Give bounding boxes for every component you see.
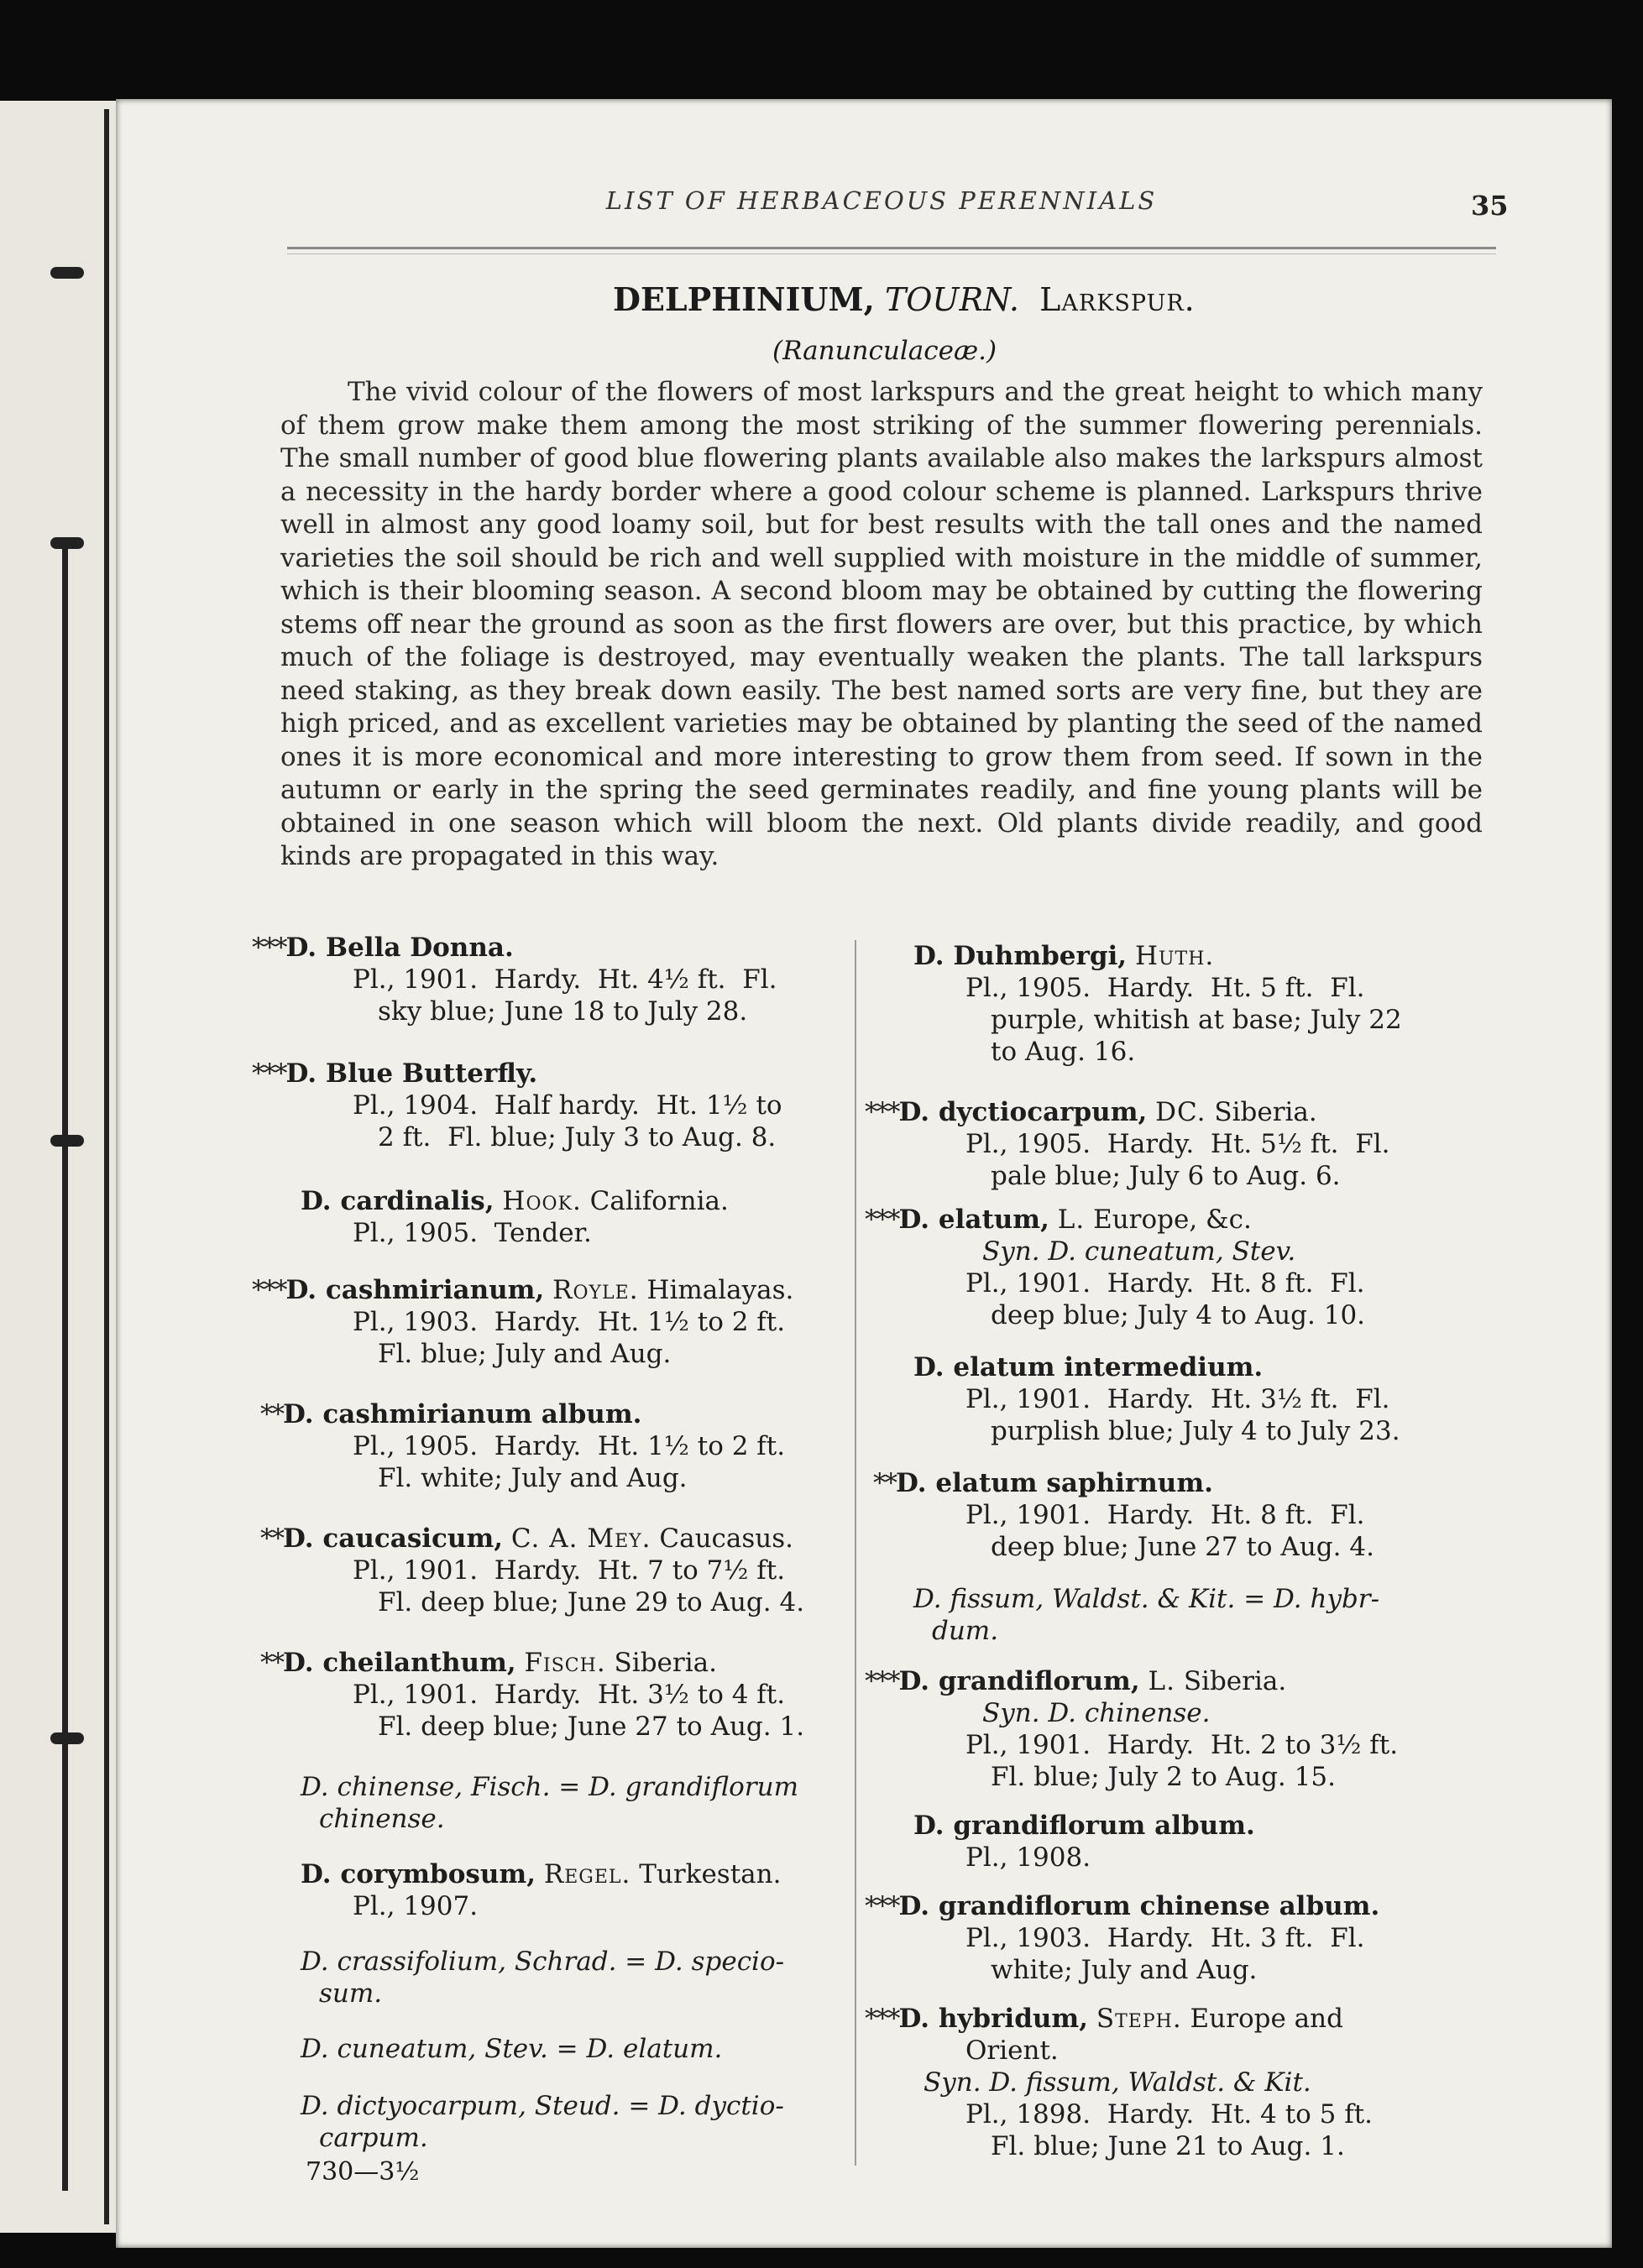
plant-name: D. cheilanthum, (283, 1648, 516, 1678)
plant-entry (252, 1274, 856, 1370)
entry-detail: Fl. blue; July 2 to Aug. 15. (991, 1762, 1336, 1792)
plant-author: DC. (1155, 1097, 1206, 1127)
common-name: Larkspur. (1039, 281, 1196, 318)
plant-name: D. cashmirianum album. (283, 1399, 642, 1429)
plant-entry (865, 1204, 1511, 1331)
rating-stars: *** (865, 1891, 899, 1921)
entry-heading (252, 1946, 856, 1978)
plant-entry (865, 1351, 1511, 1447)
plant-name: D. corymbosum, (301, 1859, 536, 1889)
rating-stars: ** (260, 1523, 283, 1554)
plant-name: D. grandiflorum chinense album. (898, 1891, 1380, 1921)
plant-name: D. Bella Donna. (285, 933, 514, 963)
plant-region: Europe and (1190, 2004, 1343, 2034)
entry-heading (865, 1810, 1511, 1842)
plant-entry (252, 1398, 856, 1494)
entry-heading (865, 1665, 1511, 1697)
plant-entry (865, 940, 1511, 1068)
entry-detail: Pl., 1901. Hardy. Ht. 3½ to 4 ft. (353, 1680, 786, 1710)
plant-entry (865, 1890, 1511, 1986)
rating-stars: *** (252, 1058, 286, 1089)
entry-detail: carpum. (319, 2123, 428, 2153)
plant-entry (252, 1858, 856, 1922)
plant-author: Fisch. (524, 1648, 606, 1678)
plant-entry (865, 1665, 1511, 1793)
entry-detail: Fl. blue; July and Aug. (378, 1339, 672, 1369)
rating-stars: ** (260, 1648, 283, 1678)
entry-detail: purple, whitish at base; July 22 (991, 1005, 1402, 1035)
plant-author: L. (1148, 1666, 1175, 1696)
entry-heading (252, 1647, 856, 1679)
entry-heading (252, 1523, 856, 1555)
signature-mark: 730—3½ (306, 2157, 420, 2187)
plant-entry (252, 1647, 856, 1743)
spine-mark (50, 1732, 84, 1744)
header-rule (287, 247, 1496, 249)
entry-detail: pale blue; July 6 to Aug. 6. (991, 1161, 1341, 1191)
plant-author: Royle. (552, 1275, 639, 1305)
spine-rule (104, 109, 109, 2224)
plant-entry (252, 2090, 856, 2154)
entry-detail: Fl. blue; June 21 to Aug. 1. (991, 2131, 1345, 2161)
entry-detail: Fl. white; July and Aug. (378, 1463, 688, 1493)
rating-stars: *** (252, 933, 286, 963)
plant-author: C. A. Mey. (510, 1523, 651, 1554)
entry-heading (252, 1274, 856, 1306)
entry-heading (865, 1204, 1511, 1236)
plant-entry (252, 1523, 856, 1618)
synonym-text: D. fissum, Waldst. & Kit. = D. hybr- (913, 1584, 1380, 1614)
spine-rule-inner (62, 537, 68, 2191)
entry-detail: Pl., 1901. Hardy. Ht. 8 ft. Fl. (965, 1268, 1365, 1299)
entry-detail: Pl., 1905. Hardy. Ht. 5½ ft. Fl. (965, 1129, 1390, 1159)
synonym-text: D. cuneatum, Stev. = D. elatum. (301, 2034, 723, 2064)
plant-entry (252, 1946, 856, 2009)
rating-stars: *** (865, 1097, 899, 1127)
entry-detail: sum. (319, 1978, 383, 2009)
intro-paragraph: The vivid colour of the flowers of most larkspurs and the great height to which many of them grow make them among the most striking of the summer flowering perennials. The small number of good blue flowering plants available also makes the larkspurs almost a necessity in the hardy border where a good colour scheme is planned. Larkspurs thrive well in almost any good loamy soil, but for best results with the tall ones and the named varieties the soil should be rich and well supplied with moisture in the middle of summer, which is their blooming season. A second bloom may be obtained by cutting the flowering stems off near the ground as soon as the first flowers are over, but this practice, by which much of the foliage is destroyed, may eventually weaken the plants. The tall larkspurs need staking, as they break down easily. The best named sorts are very fine, but they are high priced, and as excellent varieties may be obtained by planting the seed of the named ones it is more economical and more interesting to grow them from seed. If sown in the autumn or early in the spring the seed germinates readily, and fine young plants will be obtained in one season which will bloom the next. Old plants divide readily, and good kinds are propagated in this way. (280, 377, 1483, 871)
entry-heading (252, 1771, 856, 1803)
entry-detail: Fl. deep blue; June 27 to Aug. 1. (378, 1711, 805, 1742)
entry-detail: chinense. (319, 1804, 445, 1834)
plant-entry (865, 1810, 1511, 1873)
entry-detail: Pl., 1903. Hardy. Ht. 3 ft. Fl. (965, 1923, 1365, 1953)
entry-heading (865, 1096, 1511, 1128)
plant-entry (865, 2003, 1511, 2162)
plant-name: D. elatum intermedium. (913, 1352, 1264, 1382)
entry-detail: Pl., 1905. Hardy. Ht. 1½ to 2 ft. (353, 1431, 786, 1461)
entry-detail: Pl., 1901. Hardy. Ht. 3½ ft. Fl. (965, 1384, 1390, 1414)
spine-mark (50, 267, 84, 279)
spine (0, 101, 118, 2233)
rating-stars: ** (873, 1468, 896, 1498)
entry-detail: white; July and Aug. (991, 1955, 1258, 1985)
synonym-line: Syn. D. cuneatum, Stev. (982, 1236, 1296, 1267)
plant-entry (252, 1771, 856, 1835)
rating-stars: ** (260, 1399, 283, 1429)
plant-entry (865, 1583, 1511, 1647)
entry-detail: Pl., 1908. (965, 1842, 1091, 1873)
synonym-text: D. dictyocarpum, Steud. = D. dyctio- (301, 2091, 784, 2121)
entry-detail: Pl., 1901. Hardy. Ht. 4½ ft. Fl. (353, 964, 777, 995)
plant-name: D. hybridum, (898, 2004, 1089, 2034)
entry-heading (865, 2003, 1511, 2035)
entry-heading (865, 1583, 1511, 1615)
plant-name: D. dyctiocarpum, (898, 1097, 1148, 1127)
plant-entry (865, 1467, 1511, 1563)
plant-author: Steph. (1096, 2004, 1182, 2034)
plant-entry (865, 1096, 1511, 1192)
genus-title (613, 280, 1196, 318)
rating-stars: *** (252, 1275, 286, 1305)
entry-detail: deep blue; July 4 to Aug. 10. (991, 1300, 1366, 1330)
plant-name: D. cardinalis, (301, 1186, 494, 1216)
entry-detail: Fl. deep blue; June 29 to Aug. 4. (378, 1587, 805, 1617)
plant-name: D. elatum, (898, 1205, 1049, 1235)
family-name: (Ranunculaceæ.) (772, 336, 997, 366)
plant-name: D. cashmirianum, (285, 1275, 545, 1305)
spine-mark (50, 537, 84, 549)
entry-detail: sky blue; June 18 to July 28. (378, 996, 748, 1027)
synonym-text: D. chinense, Fisch. = D. grandiflorum (301, 1772, 798, 1802)
rating-stars: *** (865, 2004, 899, 2034)
plant-name: D. grandiflorum album. (913, 1811, 1255, 1841)
plant-region: Siberia. (1183, 1666, 1287, 1696)
entry-heading (252, 932, 856, 964)
entry-detail: Pl., 1907. (353, 1891, 479, 1921)
entry-heading (865, 1351, 1511, 1383)
rating-stars: *** (865, 1666, 899, 1696)
rating-stars: *** (865, 1205, 899, 1235)
spine-mark (50, 1135, 84, 1147)
plant-name: D. grandiflorum, (898, 1666, 1140, 1696)
page-number: 35 (1471, 190, 1509, 222)
entry-detail: dum. (932, 1616, 999, 1646)
entry-heading (252, 1058, 856, 1090)
plant-name: D. Duhmbergi, (913, 941, 1128, 971)
entry-heading (252, 2033, 856, 2065)
plant-region: California. (589, 1186, 729, 1216)
plant-entry (252, 2033, 856, 2065)
plant-name: D. caucasicum, (283, 1523, 504, 1554)
genus-name: DELPHINIUM, (613, 280, 875, 318)
entry-detail: deep blue; June 27 to Aug. 4. (991, 1532, 1374, 1562)
plant-region: Siberia. (614, 1648, 717, 1678)
plant-author: Huth. (1134, 941, 1215, 971)
entry-detail: Pl., 1905. Hardy. Ht. 5 ft. Fl. (965, 973, 1365, 1003)
plant-entry (252, 1058, 856, 1153)
plant-entry (252, 932, 856, 1027)
entry-detail: Pl., 1905. Tender. (353, 1218, 592, 1248)
entry-detail: to Aug. 16. (991, 1037, 1136, 1067)
entry-detail: 2 ft. Fl. blue; July 3 to Aug. 8. (378, 1122, 777, 1152)
header-rule-thin (287, 253, 1496, 254)
entry-heading (865, 1467, 1511, 1499)
synonym-line: Syn. D. fissum, Waldst. & Kit. (924, 2067, 1311, 2098)
plant-name: D. Blue Butterfly. (285, 1058, 538, 1089)
plant-author: Hook. (502, 1186, 582, 1216)
entry-heading (865, 1890, 1511, 1922)
entry-heading (865, 940, 1511, 972)
entry-heading (252, 1398, 856, 1430)
running-title: LIST OF HERBACEOUS PERENNIALS (605, 186, 1158, 215)
entry-detail: Pl., 1904. Half hardy. Ht. 1½ to (353, 1090, 782, 1121)
plant-region: Europe, &c. (1093, 1205, 1252, 1235)
plant-name: D. elatum saphirnum. (896, 1468, 1213, 1498)
synonym-line: Syn. D. chinense. (982, 1698, 1211, 1728)
entry-detail: Pl., 1898. Hardy. Ht. 4 to 5 ft. (965, 2099, 1374, 2130)
entry-heading (252, 1858, 856, 1890)
synonym-text: D. crassifolium, Schrad. = D. specio- (301, 1947, 785, 1977)
plant-author: L. (1057, 1205, 1086, 1235)
plant-region: Turkestan. (639, 1859, 782, 1889)
plant-entry (252, 1185, 856, 1249)
entry-heading (252, 2090, 856, 2122)
plant-author: Regel. (543, 1859, 631, 1889)
entry-heading (252, 1185, 856, 1217)
plant-region: Siberia. (1214, 1097, 1317, 1127)
entry-detail: Pl., 1903. Hardy. Ht. 1½ to 2 ft. (353, 1307, 786, 1337)
entry-detail: Pl., 1901. Hardy. Ht. 8 ft. Fl. (965, 1500, 1365, 1530)
genus-author: TOURN. (884, 281, 1019, 318)
entry-detail: purplish blue; July 4 to July 23. (991, 1416, 1400, 1446)
plant-region: Caucasus. (659, 1523, 794, 1554)
plant-region: Himalayas. (646, 1275, 794, 1305)
entry-detail: Pl., 1901. Hardy. Ht. 2 to 3½ ft. (965, 1730, 1399, 1760)
entry-detail: Pl., 1901. Hardy. Ht. 7 to 7½ ft. (353, 1555, 786, 1586)
entry-detail: Orient. (965, 2035, 1059, 2066)
